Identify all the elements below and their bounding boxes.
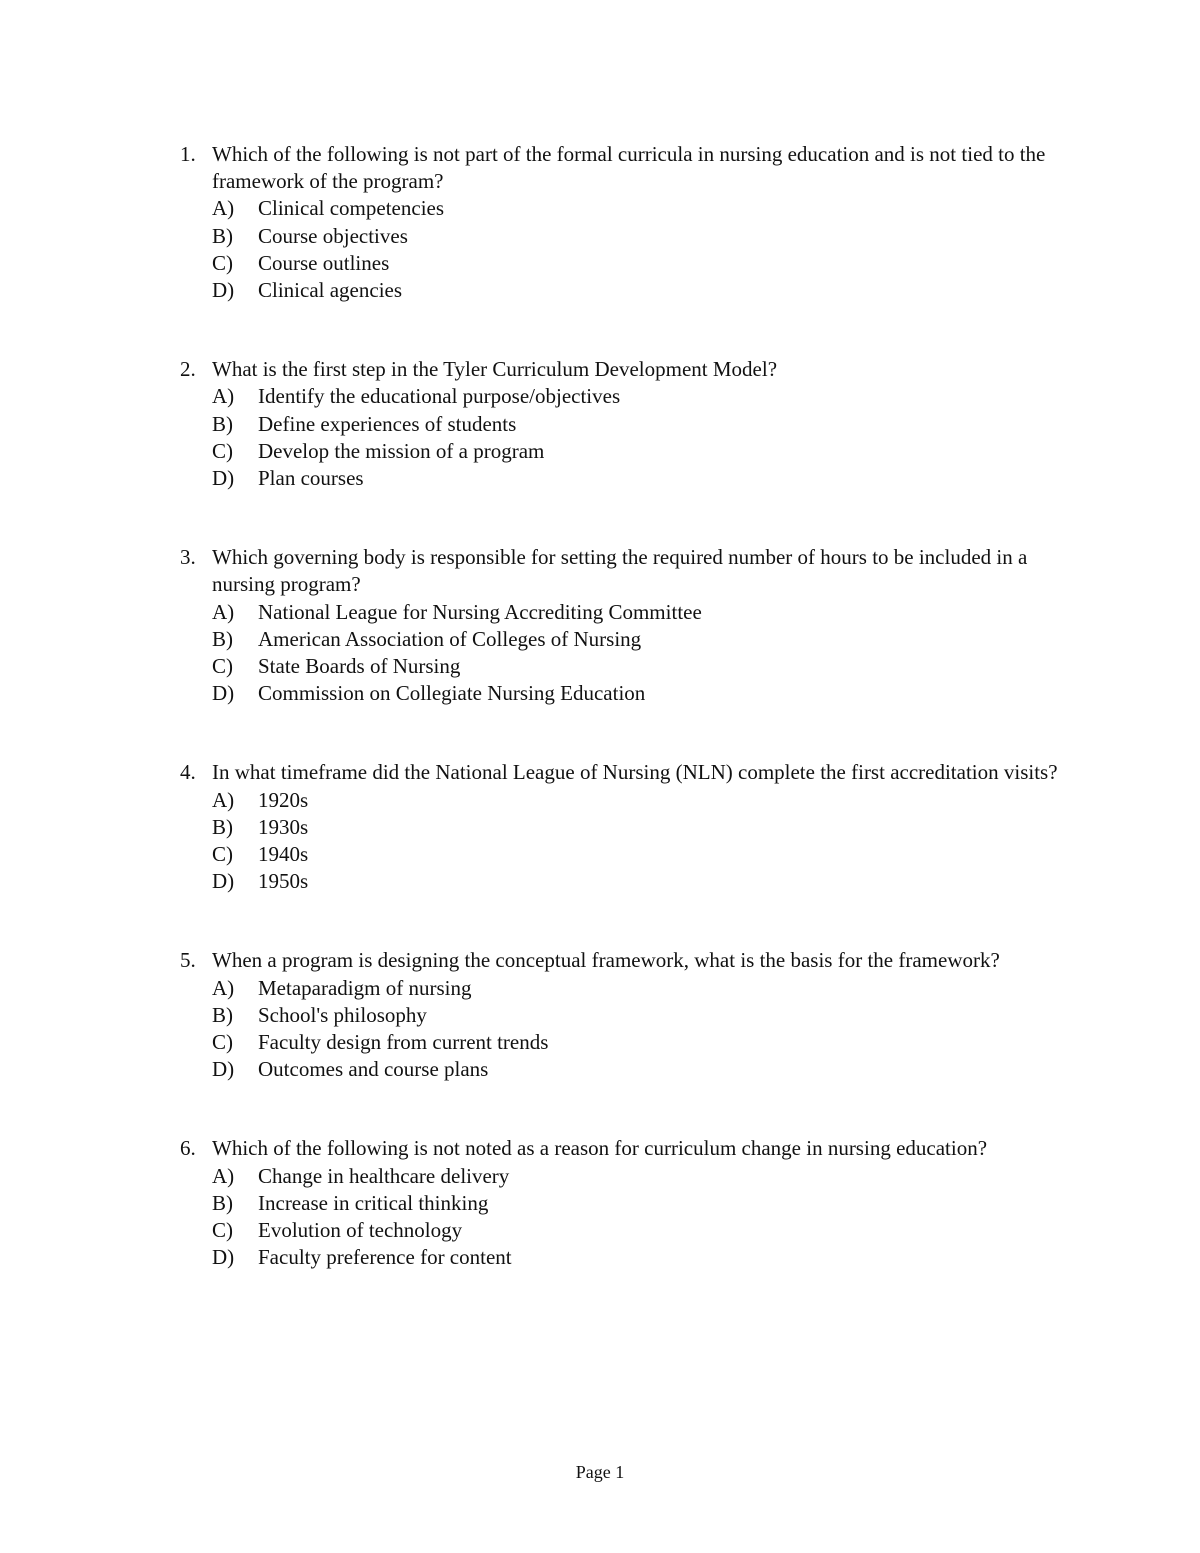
question-text: When a program is designing the conceptual framework, what is the basis for the framework? bbox=[212, 948, 1000, 973]
option-list bbox=[180, 383, 1080, 492]
option-a bbox=[212, 787, 1080, 814]
question-text: Which governing body is responsible for setting the required number of hours to be included in a nursing program? bbox=[212, 545, 1028, 597]
question-5 bbox=[180, 947, 1080, 1083]
option-letter: B) bbox=[212, 1190, 233, 1215]
option-text: 1920s bbox=[258, 787, 309, 812]
option-text: Evolution of technology bbox=[258, 1218, 463, 1243]
question-1 bbox=[180, 141, 1080, 304]
option-d bbox=[212, 465, 1080, 492]
question-number: 6. bbox=[180, 1136, 196, 1161]
option-text: Outcomes and course plans bbox=[258, 1057, 489, 1082]
option-a bbox=[212, 195, 1080, 222]
question-6 bbox=[180, 1135, 1080, 1271]
option-letter: D) bbox=[212, 681, 235, 706]
option-text: Plan courses bbox=[258, 466, 364, 491]
option-b bbox=[212, 1190, 1080, 1217]
option-text: Change in healthcare delivery bbox=[258, 1163, 510, 1188]
option-list bbox=[180, 787, 1080, 896]
option-text: State Boards of Nursing bbox=[258, 654, 461, 679]
option-c bbox=[212, 1217, 1080, 1244]
option-c bbox=[212, 250, 1080, 277]
question-4 bbox=[180, 759, 1080, 895]
option-letter: B) bbox=[212, 814, 233, 839]
page-number: Page 1 bbox=[575, 1462, 625, 1482]
option-letter: D) bbox=[212, 869, 235, 894]
question-3 bbox=[180, 544, 1080, 707]
option-c bbox=[212, 1029, 1080, 1056]
option-text: Course objectives bbox=[258, 223, 408, 248]
option-text: Increase in critical thinking bbox=[258, 1190, 489, 1215]
option-a bbox=[212, 1163, 1080, 1190]
option-letter: C) bbox=[212, 250, 233, 275]
option-letter: C) bbox=[212, 1218, 233, 1243]
option-a bbox=[212, 383, 1080, 410]
option-b bbox=[212, 814, 1080, 841]
option-letter: B) bbox=[212, 411, 233, 436]
question-list bbox=[180, 141, 1080, 1324]
question-2 bbox=[180, 356, 1080, 492]
option-list bbox=[180, 975, 1080, 1084]
option-letter: B) bbox=[212, 1002, 233, 1027]
option-list bbox=[180, 599, 1080, 708]
option-letter: C) bbox=[212, 438, 233, 463]
option-a bbox=[212, 599, 1080, 626]
question-number: 3. bbox=[180, 545, 196, 570]
option-letter: A) bbox=[212, 599, 235, 624]
option-d bbox=[212, 1056, 1080, 1083]
option-letter: B) bbox=[212, 223, 233, 248]
option-letter: A) bbox=[212, 1163, 235, 1188]
option-text: National League for Nursing Accrediting Committee bbox=[258, 599, 702, 624]
option-text: Metaparadigm of nursing bbox=[258, 975, 472, 1000]
option-d bbox=[212, 868, 1080, 895]
option-text: Course outlines bbox=[258, 250, 390, 275]
option-letter: D) bbox=[212, 1245, 235, 1270]
option-letter: D) bbox=[212, 466, 235, 491]
option-text: 1930s bbox=[258, 814, 309, 839]
option-letter: A) bbox=[212, 196, 235, 221]
option-letter: C) bbox=[212, 1030, 233, 1055]
option-text: Identify the educational purpose/objectives bbox=[258, 384, 621, 409]
option-text: Commission on Collegiate Nursing Education bbox=[258, 681, 646, 706]
option-text: Develop the mission of a program bbox=[258, 438, 545, 463]
option-letter: A) bbox=[212, 975, 235, 1000]
option-b bbox=[212, 1002, 1080, 1029]
option-c bbox=[212, 841, 1080, 868]
question-number: 5. bbox=[180, 948, 196, 973]
option-b bbox=[212, 223, 1080, 250]
option-d bbox=[212, 680, 1080, 707]
option-letter: C) bbox=[212, 654, 233, 679]
option-text: School's philosophy bbox=[258, 1002, 427, 1027]
option-text: Faculty preference for content bbox=[258, 1245, 512, 1270]
question-text: Which of the following is not part of the formal curricula in nursing education and is not tied to the framework of the program? bbox=[212, 142, 1046, 194]
option-letter: B) bbox=[212, 626, 233, 651]
option-b bbox=[212, 626, 1080, 653]
option-letter: D) bbox=[212, 1057, 235, 1082]
option-letter: A) bbox=[212, 787, 235, 812]
question-number: 2. bbox=[180, 357, 196, 382]
page-footer bbox=[0, 1461, 1200, 1483]
question-number: 1. bbox=[180, 142, 196, 166]
question-number: 4. bbox=[180, 760, 196, 785]
option-c bbox=[212, 438, 1080, 465]
option-list bbox=[180, 195, 1080, 304]
option-d bbox=[212, 1244, 1080, 1271]
option-letter: C) bbox=[212, 842, 233, 867]
question-text: Which of the following is not noted as a reason for curriculum change in nursing education? bbox=[212, 1136, 988, 1161]
option-text: 1940s bbox=[258, 842, 309, 867]
option-text: Clinical agencies bbox=[258, 278, 403, 303]
option-text: Faculty design from current trends bbox=[258, 1030, 549, 1055]
option-letter: D) bbox=[212, 278, 235, 303]
option-text: American Association of Colleges of Nursing bbox=[258, 626, 642, 651]
question-text: What is the first step in the Tyler Curriculum Development Model? bbox=[212, 357, 778, 382]
option-a bbox=[212, 975, 1080, 1002]
option-list bbox=[180, 1163, 1080, 1272]
question-text: In what timeframe did the National League of Nursing (NLN) complete the first accreditation visits? bbox=[212, 760, 1058, 785]
option-letter: A) bbox=[212, 384, 235, 409]
option-c bbox=[212, 653, 1080, 680]
option-b bbox=[212, 411, 1080, 438]
option-text: Clinical competencies bbox=[258, 196, 445, 221]
option-d bbox=[212, 277, 1080, 304]
option-text: Define experiences of students bbox=[258, 411, 517, 436]
option-text: 1950s bbox=[258, 869, 309, 894]
